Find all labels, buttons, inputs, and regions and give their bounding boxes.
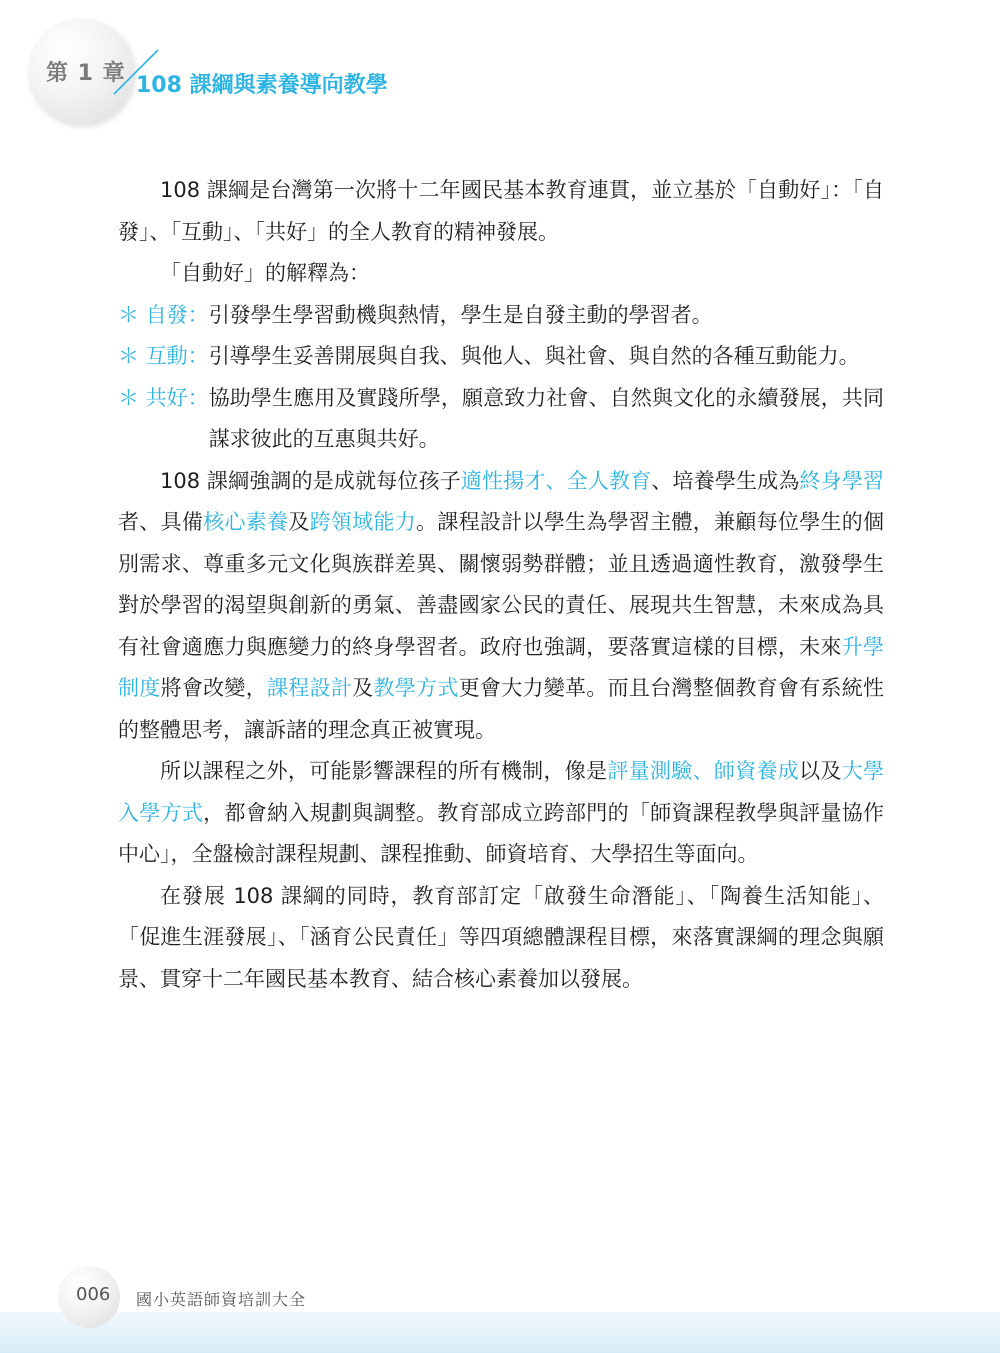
bullet-item-self [118, 295, 884, 337]
highlight-text: 教學方式 [373, 676, 459, 700]
bullet-text: 協助學生應用及實踐所學，願意致力社會、自然與文化的永續發展，共同謀求彼此的互惠與共好。 [208, 385, 884, 451]
text-run: 及 [288, 510, 310, 534]
bullet-item-common-good [118, 378, 884, 461]
text-run: 、培養學生成為 [651, 468, 800, 493]
text-run: 所以課程之外，可能影響課程的所有機制，像是 [160, 759, 608, 783]
highlight-text: 核心素養 [203, 510, 289, 534]
bullet-item-interaction [118, 336, 884, 378]
paragraph-intro: 108 課綱是台灣第一次將十二年國民基本教育連貫，並立基於「自動好」：「自發」、「互動」、「共好」的全人教育的精神發展。 [118, 178, 884, 244]
bullet-text: 引導學生妥善開展與自我、與他人、與社會、與自然的各種互動能力。 [208, 344, 860, 368]
book-title: 國小英語師資培訓大全 [136, 1290, 307, 1309]
bullet-text: 引發學生學習動機與熱情，學生是自發主動的學習者。 [208, 302, 713, 327]
footer-band [0, 1312, 1000, 1353]
highlight-text: 評量測驗、師資養成 [607, 759, 800, 783]
bullet-head: ＊ 互動： [118, 344, 209, 368]
bullet-head: ＊ 自發： [118, 302, 209, 327]
chapter-title: 108 課綱與素養導向教學 [136, 73, 388, 98]
text-run: 108 課綱強調的是成就每位孩子 [160, 468, 461, 493]
text-run: ，都會納入規劃與調整。教育部成立跨部門的「師資課程教學與評量協作中心」，全盤檢討課程規劃、課程推動、師資培育、大學招生等面向。 [118, 800, 885, 866]
text-run: 更會大力變革。而且台灣整個教育會有系統性的整體思考，讓訴諸的理念真正被實現。 [118, 676, 885, 742]
main-content [118, 170, 884, 1000]
highlight-text: 終身學習 [799, 468, 885, 493]
text-run: 。課程設計以學生為學習主體，兼顧每位學生的個別需求、尊重多元文化與族群差異、關懷弱勢群體；並且透過適性教育，激發學生對於學習的渴望與創新的勇氣、善盡國家公民的責任、展現共生智慧，未來成為具有社會適應力與應變力的終身學習者。政府也強調，要落實這樣的目標，未來 [118, 510, 885, 659]
highlight-text: 課程設計 [267, 676, 353, 700]
text-run: 以及 [799, 759, 842, 783]
highlight-text: 適性揚才、全人教育 [460, 468, 652, 493]
paragraph-curriculum-emphasis [118, 461, 884, 752]
text-run: 及 [352, 676, 374, 700]
paragraph-goals: 在發展 108 課綱的同時，教育部訂定「啟發生命潛能」、「陶養生活知能」、「促進生涯發展」、「涵育公民責任」等四項總體課程目標，來落實課綱的理念與願景、貫穿十二年國民基本教育、結合核心素養加以發展。 [118, 883, 884, 991]
page-number: 006 [76, 1284, 111, 1305]
text-run: 者、具備 [118, 510, 204, 534]
chapter-label: 第 1 章 [46, 61, 126, 86]
paragraph-definition-lead: 「自動好」的解釋為： [160, 261, 370, 285]
paragraph-mechanisms [118, 751, 884, 876]
highlight-text: 跨領域能力 [309, 510, 417, 534]
highlight-text: 升學制度 [118, 634, 885, 700]
text-run: 將會改變， [160, 676, 268, 700]
bullet-head: ＊ 共好： [118, 385, 209, 410]
highlight-text: 大學入學方式 [118, 759, 885, 825]
